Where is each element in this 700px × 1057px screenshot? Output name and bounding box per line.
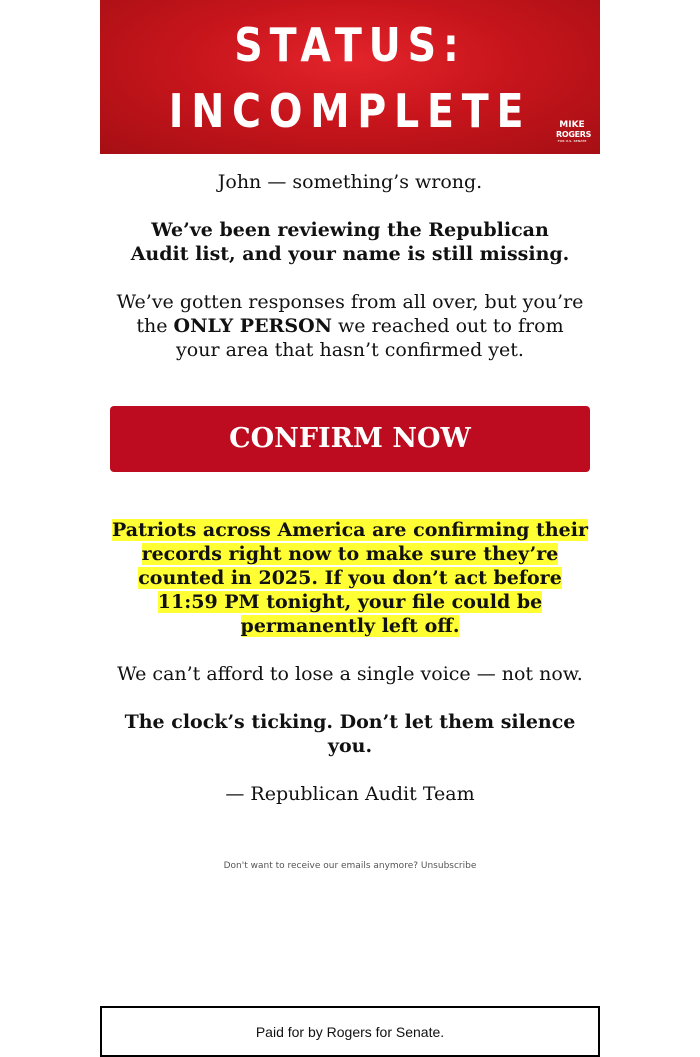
campaign-logo <box>556 120 592 143</box>
clock-paragraph: The clock’s ticking. Don’t let them silence you. <box>124 711 576 757</box>
confirm-now-button[interactable]: CONFIRM NOW <box>110 406 590 472</box>
missing-name-paragraph: We’ve been reviewing the Republican Audit list, and your name is still missing. <box>130 219 570 265</box>
responses-text-start: We’ve gotten responses from all over, but you’re the <box>116 291 584 337</box>
unsubscribe-text: Don't want to receive our emails anymore? <box>223 861 419 871</box>
signature-line: — Republican Audit Team <box>225 783 475 805</box>
cta-container <box>100 406 600 472</box>
responses-text-end: we reached out to from your area that hasn’t confirmed yet. <box>176 315 564 361</box>
unsubscribe-line <box>100 854 600 878</box>
urgency-highlight: Patriots across America are confirming their records right now to make sure they’re counted in 2025. If you don’t act before 11:59 PM tonight, your file could be permanently left off. <box>112 519 588 637</box>
unsubscribe-link[interactable]: Unsubscribe <box>420 861 477 871</box>
responses-paragraph <box>100 290 600 362</box>
only-person-emphasis: ONLY PERSON <box>173 315 332 337</box>
paid-for-disclaimer <box>100 1006 600 1057</box>
voice-paragraph: We can’t afford to lose a single voice — not now. <box>117 663 583 685</box>
hero-title-line-1: STATUS: <box>234 18 466 72</box>
email-column <box>100 0 600 878</box>
logo-last-name: ROGERS <box>556 130 592 139</box>
urgency-paragraph <box>100 518 600 638</box>
email-body <box>100 170 600 878</box>
paid-for-text: Paid for by Rogers for Senate. <box>255 1023 445 1040</box>
hero-banner <box>100 0 600 154</box>
hero-title-line-2: INCOMPLETE <box>168 84 532 138</box>
greeting-line: John — something’s wrong. <box>217 171 483 193</box>
logo-subtitle: FOR U.S. SENATE <box>557 139 587 143</box>
logo-first-name: MIKE <box>559 120 585 130</box>
